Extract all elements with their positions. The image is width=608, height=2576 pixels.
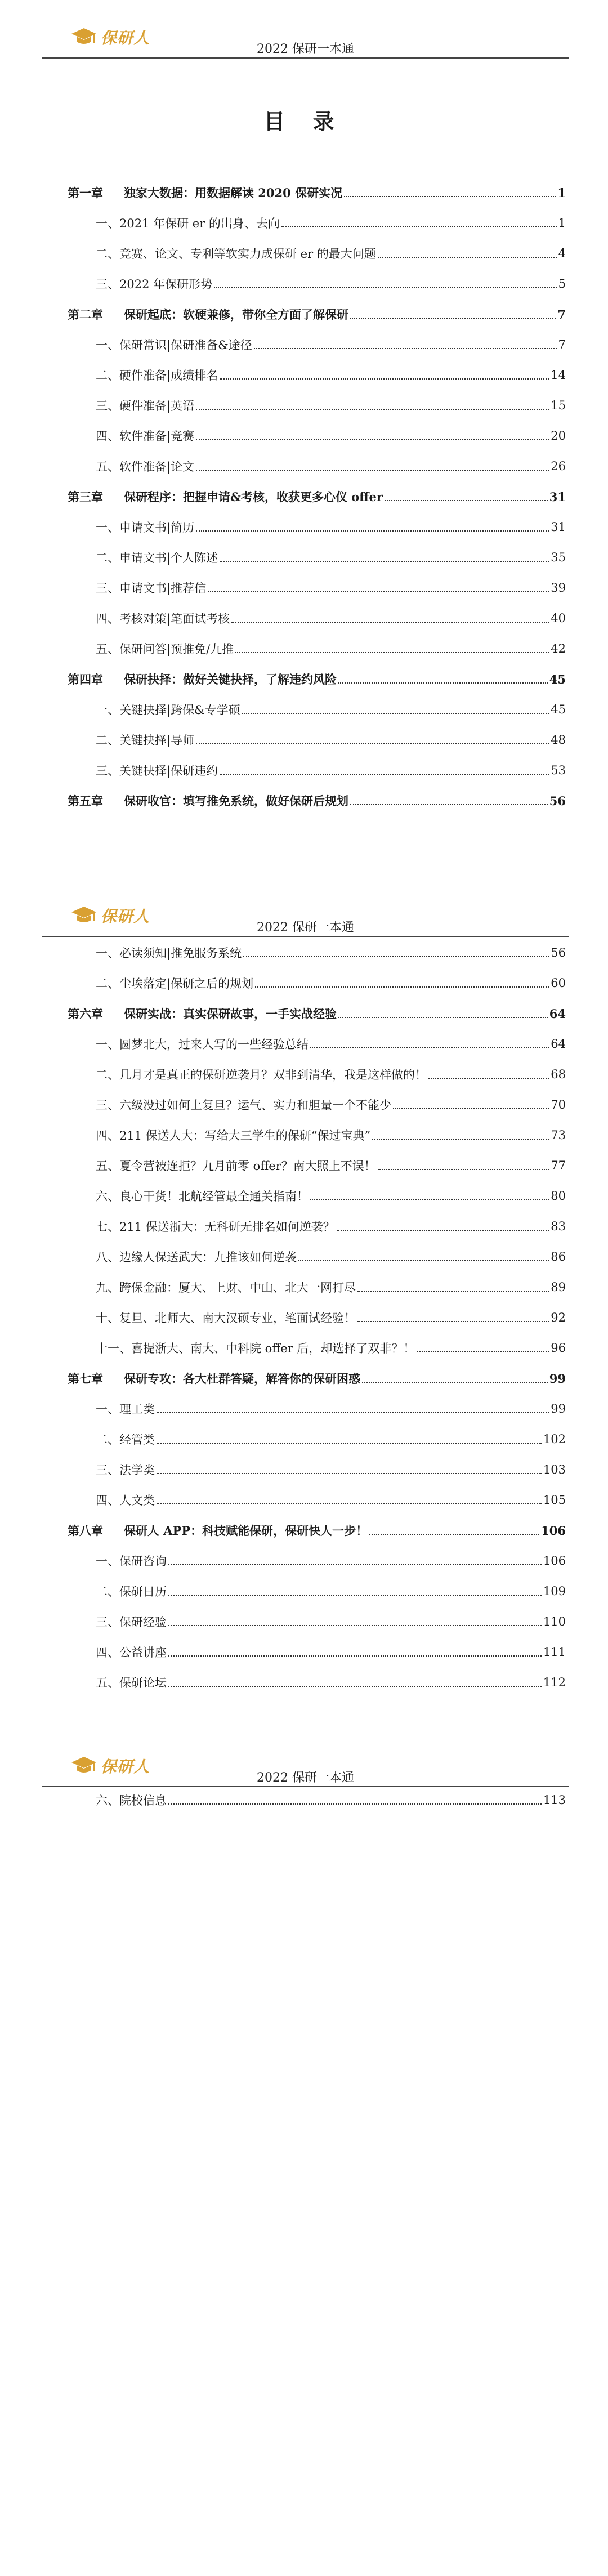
dot-leader [196, 743, 549, 744]
toc-chapter-entry[interactable] [68, 481, 566, 512]
entry-title: 八、边缘人保送武大：九推该如何逆袭 [96, 1251, 297, 1264]
toc-section-entry[interactable] [68, 1667, 566, 1698]
toc-chapter-entry[interactable] [68, 785, 566, 816]
dot-leader [196, 409, 549, 410]
dot-leader [168, 1803, 542, 1805]
page-number: 105 [543, 1493, 566, 1507]
entry-title: 五、保研论坛 [96, 1676, 167, 1690]
logo-text: 保研人 [101, 29, 150, 47]
entry-title: 五、保研问答|预推免/九推 [96, 642, 234, 656]
toc-section-entry[interactable] [68, 694, 566, 725]
dot-leader [214, 287, 557, 288]
dot-leader [357, 1321, 549, 1322]
chapter-number: 第六章 [68, 1007, 103, 1021]
page-number: 77 [551, 1159, 566, 1172]
entry-title: 十、复旦、北师大、南大汉硕专业，笔面试经验！ [96, 1311, 356, 1325]
page-number: 31 [551, 520, 566, 534]
entry-title: 保研程序：把握申请&考核，收获更多心仪 offer [124, 490, 383, 504]
page-number: 60 [551, 976, 566, 990]
header-divider [42, 57, 569, 59]
entry-title: 三、申请文书|推荐信 [96, 582, 207, 595]
dot-leader [231, 622, 549, 623]
dot-leader [220, 774, 549, 775]
header-divider [42, 936, 569, 937]
dot-leader [168, 1595, 542, 1596]
toc-list [68, 937, 566, 1698]
page-number: 42 [551, 642, 566, 655]
entry-title: 六、良心干货！北航经管最全通关指南！ [96, 1190, 309, 1203]
document-page-1 [0, 0, 608, 845]
toc-chapter-entry[interactable] [68, 299, 566, 329]
entry-title: 二、经管类 [96, 1433, 155, 1447]
page-header [42, 895, 569, 940]
page-number: 56 [549, 793, 566, 808]
page-number: 48 [551, 733, 566, 747]
entry-title: 四、软件准备|竞赛 [96, 430, 195, 443]
dot-leader [168, 1564, 542, 1565]
entry-title: 三、六级没过如何上复旦？运气、实力和胆量一个不能少 [96, 1099, 391, 1112]
entry-title: 四、人文类 [96, 1494, 155, 1507]
toc-section-entry[interactable] [68, 1606, 566, 1637]
entry-title: 一、理工类 [96, 1403, 155, 1416]
toc-chapter-entry[interactable] [68, 664, 566, 694]
entry-title: 四、考核对策|笔面试考核 [96, 612, 230, 626]
dot-leader [417, 1351, 549, 1352]
page-number: 45 [549, 672, 566, 686]
page-number: 64 [549, 1006, 566, 1021]
entry-title: 一、保研常识|保研准备&途径 [96, 338, 252, 352]
page-number: 26 [551, 459, 566, 473]
entry-title: 二、关键抉择|导师 [96, 734, 195, 747]
dot-leader [242, 713, 549, 714]
dot-leader [378, 257, 557, 258]
dot-leader [338, 1017, 548, 1018]
page-number: 106 [541, 1523, 566, 1538]
page-number: 111 [543, 1645, 566, 1659]
page-number: 106 [543, 1554, 566, 1568]
toc-section-entry[interactable] [68, 937, 566, 968]
dot-leader [344, 196, 556, 197]
chapter-number: 第七章 [68, 1372, 103, 1386]
chapter-number: 第二章 [68, 307, 103, 322]
entry-title: 二、尘埃落定|保研之后的规划 [96, 977, 254, 990]
toc-list [68, 1785, 566, 1815]
entry-title: 七、211 保送浙大：无科研无排名如何逆袭？ [96, 1220, 335, 1234]
dot-leader [310, 1199, 549, 1200]
page-number: 73 [551, 1128, 566, 1142]
chapter-number: 第三章 [68, 490, 103, 504]
toc-section-entry[interactable] [68, 968, 566, 998]
page-number: 35 [551, 551, 566, 564]
page-number: 53 [551, 764, 566, 777]
page-number: 1 [558, 216, 566, 230]
toc-section-entry[interactable] [68, 390, 566, 421]
toc-chapter-entry[interactable] [68, 1363, 566, 1394]
dot-leader [338, 682, 548, 684]
document-page-3 [0, 1729, 608, 2573]
toc-section-entry[interactable] [68, 1029, 566, 1059]
page-number: 45 [551, 703, 566, 716]
page-number: 15 [551, 399, 566, 412]
entry-title: 二、保研日历 [96, 1585, 167, 1599]
toc-section-entry[interactable] [68, 512, 566, 542]
dot-leader [362, 1382, 548, 1383]
dot-leader [196, 470, 549, 471]
entry-title: 一、申请文书|简历 [96, 521, 195, 534]
page-number: 64 [551, 1037, 566, 1051]
entry-title: 二、硬件准备|成绩排名 [96, 369, 218, 382]
toc-chapter-entry[interactable] [68, 177, 566, 208]
document-page-2 [0, 878, 608, 1690]
entry-title: 保研人 APP：科技赋能保研，保研快人一步！ [124, 1524, 368, 1538]
dot-leader [350, 804, 548, 805]
dot-leader [157, 1473, 542, 1474]
dot-leader [220, 378, 549, 380]
entry-title: 二、几月才是真正的保研逆袭月？双非到清华，我是这样做的！ [96, 1068, 427, 1082]
page-number: 99 [549, 1371, 566, 1386]
dot-leader [372, 1139, 549, 1140]
page-number: 68 [551, 1068, 566, 1081]
toc-section-entry[interactable] [68, 1333, 566, 1363]
dot-leader [168, 1655, 542, 1657]
toc-section-entry[interactable] [68, 1485, 566, 1515]
entry-title: 一、必读须知|推免服务系统 [96, 947, 242, 960]
page-number: 110 [543, 1615, 566, 1628]
page-number: 20 [551, 429, 566, 443]
dot-leader [350, 318, 556, 319]
dot-leader [208, 591, 549, 592]
page-number: 83 [551, 1220, 566, 1233]
entry-title: 保研抉择：做好关键抉择，了解违约风险 [124, 672, 337, 686]
page-number: 7 [558, 338, 566, 351]
entry-title: 一、2021 年保研 er 的出身、去向 [96, 217, 280, 230]
toc-section-entry[interactable] [68, 1059, 566, 1090]
toc-section-entry[interactable] [68, 238, 566, 269]
page-number: 56 [551, 946, 566, 959]
page-number: 7 [557, 307, 566, 322]
chapter-number: 第一章 [68, 186, 103, 200]
dot-leader [281, 226, 557, 227]
page-number: 39 [551, 581, 566, 595]
dot-leader [168, 1686, 542, 1687]
dot-leader [196, 439, 549, 440]
entry-title: 三、2022 年保研形势 [96, 278, 213, 291]
entry-title: 三、关键抉择|保研违约 [96, 764, 218, 778]
entry-title: 一、保研咨询 [96, 1555, 167, 1568]
toc-section-entry[interactable] [68, 1272, 566, 1302]
toc-section-entry[interactable] [68, 542, 566, 573]
toc-section-entry[interactable] [68, 269, 566, 299]
page-number: 109 [543, 1584, 566, 1598]
dot-leader [235, 652, 549, 653]
toc-section-entry[interactable] [68, 208, 566, 238]
page-number: 113 [543, 1793, 566, 1807]
dot-leader [254, 348, 557, 349]
dot-leader [337, 1230, 549, 1231]
page-number: 96 [551, 1341, 566, 1355]
entry-title: 保研实战：真实保研故事，一手实战经验 [124, 1007, 337, 1021]
dot-leader [157, 1443, 542, 1444]
entry-title: 四、公益讲座 [96, 1646, 167, 1659]
page-number: 102 [543, 1432, 566, 1446]
dot-leader [298, 1260, 549, 1261]
dot-leader [243, 956, 549, 957]
page-number: 5 [558, 277, 566, 291]
entry-title: 五、软件准备|论文 [96, 460, 195, 474]
dot-leader [168, 1625, 542, 1626]
dot-leader [428, 1078, 549, 1079]
toc-section-entry[interactable] [68, 1394, 566, 1424]
page-number: 86 [551, 1250, 566, 1264]
chapter-number: 第八章 [68, 1524, 103, 1538]
entry-title: 五、夏令营被连拒？九月前零 offer？南大照上不误！ [96, 1159, 376, 1173]
page-number: 92 [551, 1311, 566, 1324]
page-number: 70 [551, 1098, 566, 1111]
entry-title: 保研收官：填写推免系统，做好保研后规划 [124, 794, 348, 808]
toc-section-entry[interactable] [68, 1211, 566, 1242]
toc-section-entry[interactable] [68, 1637, 566, 1667]
toc-section-entry[interactable] [68, 1424, 566, 1454]
dot-leader [157, 1412, 549, 1413]
toc-list [68, 177, 566, 816]
toc-section-entry[interactable] [68, 1785, 566, 1815]
dot-leader [157, 1503, 542, 1504]
toc-section-entry[interactable] [68, 421, 566, 451]
toc-section-entry[interactable] [68, 1454, 566, 1485]
entry-title: 二、申请文书|个人陈述 [96, 551, 218, 565]
dot-leader [310, 1047, 549, 1048]
dot-leader [369, 1534, 539, 1535]
toc-section-entry[interactable] [68, 1242, 566, 1272]
entry-title: 独家大数据：用数据解读 2020 保研实况 [124, 186, 343, 200]
toc-section-entry[interactable] [68, 603, 566, 633]
entry-title: 四、211 保送人大：写给大三学生的保研“保过宝典” [96, 1129, 371, 1142]
page-number: 4 [558, 247, 566, 260]
toc-section-entry[interactable] [68, 1150, 566, 1181]
toc-section-entry[interactable] [68, 1181, 566, 1211]
page-number: 14 [551, 368, 566, 382]
entry-title: 保研起底：软硬兼修，带你全方面了解保研 [124, 307, 348, 322]
toc-section-entry[interactable] [68, 1576, 566, 1606]
dot-leader [393, 1108, 549, 1109]
entry-title: 六、院校信息 [96, 1794, 167, 1807]
entry-title: 九、跨保金融：厦大、上财、中山、北大一网打尽 [96, 1281, 356, 1294]
entry-title: 一、关键抉择|跨保&专学硕 [96, 703, 240, 717]
page-number: 89 [551, 1280, 566, 1294]
toc-section-entry[interactable] [68, 1090, 566, 1120]
header-title: 2022 保研一本通 [257, 921, 354, 935]
page-number: 80 [551, 1189, 566, 1203]
toc-section-entry[interactable] [68, 1546, 566, 1576]
dot-leader [196, 530, 549, 532]
toc-section-entry[interactable] [68, 633, 566, 664]
chapter-number: 第五章 [68, 794, 103, 808]
toc-section-entry[interactable] [68, 360, 566, 390]
toc-section-entry[interactable] [68, 329, 566, 360]
page-number: 112 [543, 1676, 566, 1689]
chapter-number: 第四章 [68, 672, 103, 686]
page-number: 99 [551, 1402, 566, 1416]
toc-chapter-entry[interactable] [68, 1515, 566, 1546]
page-header [42, 17, 569, 62]
dot-leader [220, 561, 549, 562]
page-number: 1 [557, 185, 566, 200]
logo-text: 保研人 [101, 1757, 150, 1776]
dot-leader [385, 500, 548, 501]
toc-section-entry[interactable] [68, 1120, 566, 1150]
page-header [42, 1745, 569, 1791]
toc-section-entry[interactable] [68, 725, 566, 755]
entry-title: 保研专攻：各大杜群答疑，解答你的保研困惑 [124, 1372, 360, 1386]
dot-leader [357, 1291, 549, 1292]
toc-section-entry[interactable] [68, 1302, 566, 1333]
entry-title: 二、竞赛、论文、专利等软实力成保研 er 的最大问题 [96, 247, 376, 261]
entry-title: 十一、喜提浙大、南大、中科院 offer 后，却选择了双非？！ [96, 1342, 415, 1355]
entry-title: 三、保研经验 [96, 1615, 167, 1629]
page-number: 40 [551, 611, 566, 625]
header-title: 2022 保研一本通 [257, 1771, 354, 1785]
entry-title: 三、硬件准备|英语 [96, 399, 195, 413]
header-title: 2022 保研一本通 [257, 42, 354, 56]
logo-text: 保研人 [101, 907, 150, 926]
entry-title: 三、法学类 [96, 1463, 155, 1477]
toc-section-entry[interactable] [68, 755, 566, 785]
entry-title: 一、圆梦北大，过来人写的一些经验总结 [96, 1038, 309, 1051]
page-number: 103 [543, 1463, 566, 1476]
page-number: 31 [549, 489, 566, 504]
toc-section-entry[interactable] [68, 451, 566, 481]
toc-title: 目 录 [263, 109, 345, 134]
toc-chapter-entry[interactable] [68, 998, 566, 1029]
toc-section-entry[interactable] [68, 573, 566, 603]
dot-leader [378, 1169, 549, 1170]
dot-leader [255, 986, 549, 988]
